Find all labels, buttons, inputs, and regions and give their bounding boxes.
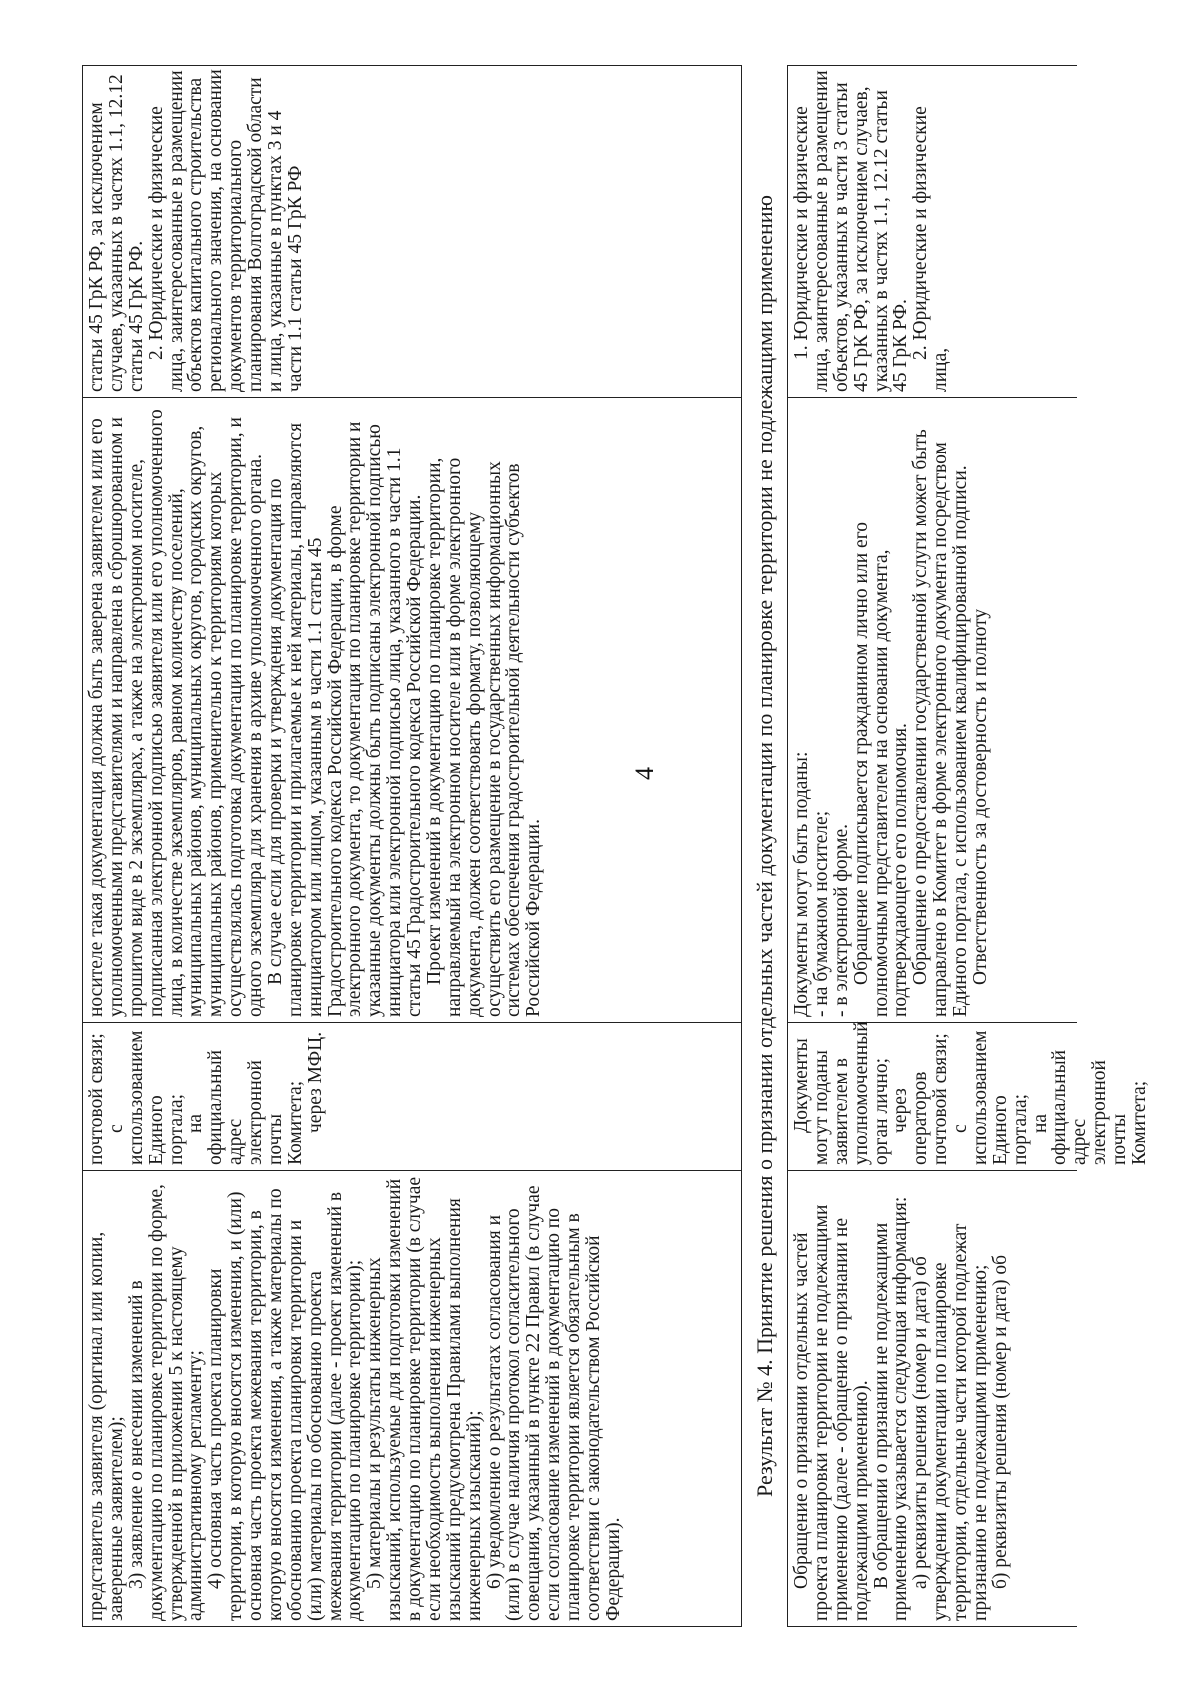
paragraph: 6) уведомление о результатах согласования и (или) в случае наличия протокол согласительного совещания, указанный в пункте 22 Правил (в случае если согласование изменений в документацию по планировке территории является обязательным в соответствии с законодательством Российской Федерации). [483,1180,624,1621]
paragraph: - в электронной форме. [830,824,852,1017]
paragraph: 2. Юридические и физические лица, [910,101,952,392]
paragraph: на официальный адрес электронной почты Комитета; [185,1045,306,1165]
paragraph: Документы могут поданы заявителем в уполномоченный орган лично; [791,1016,892,1165]
page-number: 4 [630,767,659,780]
lower-col-requirements [788,398,1077,1023]
paragraph: В случае если для проверки и утверждения документация по планировке территории и прилагаемые к ней материалы, направляются инициатором или лицом, указанным в части 1.1 статьи 45 Градостроительного кодекса Российской Федерации, в форме электронного документа, то документация по планировке территории и указанные документы должны быть подписаны электронной подписью инициатора или электронной подписью лица, указанного в части 1.1 статьи 45 Градостроительного кодекса Российской Федерации. [264,416,425,1017]
paragraph: Обращение о признании отдельных частей проекта планировки территории не подлежащими применению (далее - обращение о признании не подлежащими применению). [791,1199,872,1621]
paragraph: с использованием Единого портала; [950,1025,1031,1165]
paragraph: Ответственность за достоверность и полноту [969,608,991,985]
paragraph: Обращение о предоставлении государственной услуги может быть направлено в Комитет в форме электронного документа посредством Единого портала, с использованием квалифицированной подписи. [910,424,971,1017]
paragraph: статьи 45 ГрК РФ, за исключением случаев, указанных в частях 1.1, 12.12 статьи 45 ГрК РФ. [86,69,147,392]
upper-table [82,65,742,1627]
paragraph: 3) заявление о внесении изменений в документацию по планировке территории по форме, утвержденной в приложении 5 к настоящему административному регламенту; [125,1179,207,1621]
upper-col-submission [83,1023,741,1171]
paragraph: Документы могут быть поданы: [791,751,812,1017]
paragraph: через МФЦ. [304,1031,326,1133]
paragraph: через операторов почтовой связи; [890,1033,952,1165]
upper-col-documents [83,1171,741,1626]
paragraph: - на бумажном носителе; [810,810,832,1017]
section-heading: Результат № 4. Принятие решения о признании отдельных частей документации по планировке территории не подлежащими применению [752,195,777,1497]
paragraph: а) реквизиты решения (номер и дата) об утверждении документации по планировке территории, отдельные части которой подлежат признанию не подлежащими применению; [910,1218,991,1621]
paragraph: Проект изменений в документацию по планировке территории, направляемый на электронном носителе или в форме электронного документа, должен соответствовать формату, позволяющему осуществить его размещение в государственных информационных системах обеспечения градостроительной деятельности субъектов Российской Федерации. [423,452,545,1017]
paragraph: 1. Юридические и физические лица, заинтересованные в размещении объектов, указанных в части 3 статьи 45 ГрК РФ, за исключением случаев, указанных в частях 1.1, 12.12 статьи 45 ГрК РФ. [791,65,912,392]
lower-col-documents [788,1171,1077,1626]
paragraph: В обращении о признании не подлежащими применению указывается следующая информация: [870,1196,912,1621]
paragraph: 4) основная часть проекта планировки территории, в которую вносятся изменения, и (или) основная часть проекта межевания территории, в которую вносятся изменения, а также материалы по обоснованию проекта планировки территории и (или) материалы по обоснованию проекта межевания территории (далее - проект изменений в документацию по планировке территории); [205,1183,366,1621]
lower-col-applicants [788,64,1077,398]
lower-col-submission [788,1016,1150,1171]
paragraph: 2. Юридические и физические лица, заинтересованные в размещении объектов капитального строительства регионального значения, на основании документов территориального планирования Волгоградской области и лица, указанные в пунктах 3 и 4 части 1.1 статьи 45 ГрК РФ [145,64,306,392]
lower-table [787,65,1150,1627]
paragraph: носителе такая документация должна быть заверена заявителем или его уполномоченными представителями и направлена в сброшюрованном и прошитом виде в 2 экземплярах, а также на электронном носителе, подписанная электронной подписью заявителя или его уполномоченного лица, в количестве экземпляров, равном количеству поселений, муниципальных районов, муниципальных округов, городских округов, муниципальных районов, применительно к территориям которых осуществлялась подготовка документации по планировке территории, и одного экземпляра для хранения в архиве уполномоченного органа. [86,404,266,1017]
rotated-page [82,64,1150,1627]
paragraph: Обращение подписывается гражданином лично или его полномочным представителем на основании документа, подтверждающего его полномочия. [850,517,912,1017]
upper-col-requirements [83,398,741,1023]
upper-col-applicants [83,64,741,398]
paragraph: б) реквизиты решения (номер и дата) об [989,1254,1011,1589]
paragraph: представитель заявителя (оригинал или копии, заверенные заявителем); [86,1226,127,1621]
paragraph: 5) материалы и результаты инженерных изысканий, используемые для подготовки изменений в документацию по планировке территории (в случае если необходимость выполнения инженерных изысканий предусмотрена Правилами выполнения инженерных изысканий); [364,1172,485,1621]
paragraph: с использованием Единого портала; [105,1025,187,1165]
paragraph: почтовой связи; [86,1033,107,1165]
paragraph: на официальный адрес электронной почты Комитета; [1029,1045,1150,1165]
